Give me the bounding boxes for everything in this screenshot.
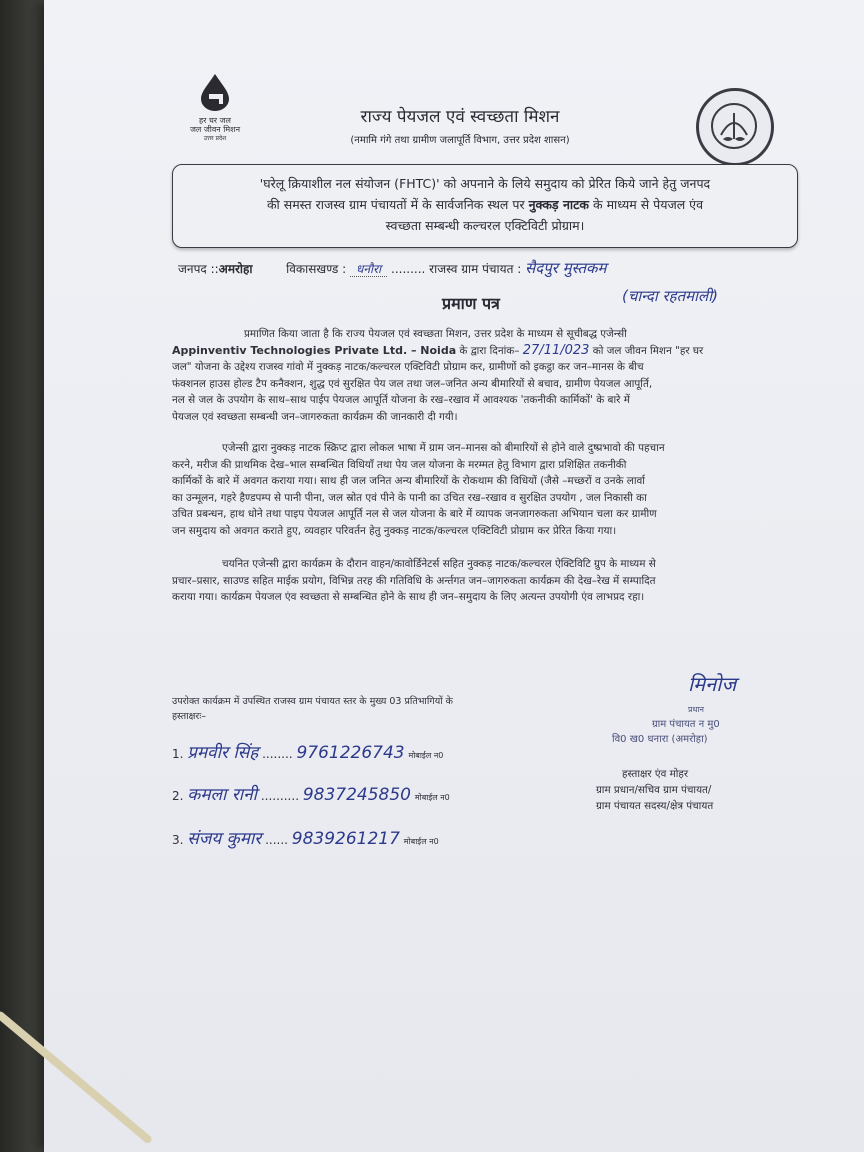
p1-line-5: नल से जल के उपयोग के साथ–साथ पाईप पेयजल आपूर्ति योजना के रख–रखाव में आवश्यक 'तकनीकी कार्मिकों' के बारे में	[172, 394, 630, 406]
stamp-line-3: वि0 ख0 धनारा (अमरोहा)	[612, 734, 708, 745]
bow-arrow-fish-icon	[713, 105, 755, 147]
stamp-line-1: प्रधान	[688, 705, 704, 714]
p1-line-2	[172, 343, 804, 360]
p3-line-2: प्रचार–प्रसार, साउण्ड सहित माईक प्रयोग, विभिन्न तरह की गतिविधि के अर्न्तगत जन–जागरुकता कार्यक्रम की देख–रेख में सम्पादित	[172, 574, 656, 587]
certificate-title: प्रमाण पत्र	[442, 294, 500, 313]
attendee-number: 1.	[172, 747, 184, 761]
signature-caption	[596, 766, 776, 814]
paragraph-2	[172, 440, 804, 539]
attendees-intro	[172, 694, 572, 724]
block-label: विकासखण्ड :	[286, 262, 347, 276]
logo-text-1: हर घर जल	[199, 116, 231, 125]
attendee-row: 3. संजय कुमार ...... 9839261217 मोबाईल न0	[172, 829, 439, 849]
attendee-mobile: 9839261217	[291, 829, 400, 849]
attendee-number: 2.	[172, 789, 184, 803]
banner-line-2c: के माध्यम से पेयजल एंव	[589, 197, 704, 212]
p2-line-3: कार्मिकों के बारे में अवगत कराया गया। साथ ही जल जनित अन्य बीमारियों के रोकथाम की विधियों (जैसे –मच्छरों व उनके लार्वा	[172, 475, 645, 487]
panchayat-stamp	[612, 702, 772, 747]
p1-line-4: फंक्शनल हाउस होल्ड टैप कनैक्शन, शुद्ध एवं सुरक्षित पेय जल तथा जल–जनित अन्य बीमारियों से बचाव, ग्रामीण पेयजल आपूर्ति,	[172, 377, 653, 390]
district-label: जनपद ::	[178, 262, 219, 276]
panchayat-value: सैदपुर मुस्तकम	[525, 259, 607, 277]
location-row: जनपद ::अमरोहा विकासखण्ड : धनौरा ......... राजस्व ग्राम पंचायत : सैदपुर मुस्तकम	[178, 259, 607, 277]
har-ghar-jal-logo	[175, 72, 255, 143]
mobile-label: मोबाईल न0	[414, 793, 450, 802]
p1-line-2c: को जल जीवन मिशन "हर घर	[589, 344, 704, 357]
p2-line-1: एजेन्सी द्वारा नुक्कड़ नाटक स्क्रिप्ट द्वारा लोकल भाषा में ग्राम जन–मानस को बीमारियों से होने वाले दुष्प्रभावो की पहचान	[222, 442, 665, 454]
panchayat-value-2: (चान्दा रहतमाली)	[622, 287, 718, 305]
paragraph-3	[172, 556, 804, 606]
attendee-name: प्रमवीर सिंह	[187, 743, 259, 763]
mobile-label: मोबाईल न0	[408, 751, 444, 760]
block-value: धनौरा	[350, 262, 387, 277]
org-title: राज्य पेयजल एवं स्वच्छता मिशन	[360, 107, 560, 127]
agency-name: Appinventiv Technologies Private Ltd. – Noida	[172, 343, 457, 357]
p3-line-1: चयनित एजेन्सी द्वारा कार्यक्रम के दौरान वाहन/कावोर्डिनेटर्स सहित नुक्कड़ नाटक/कल्चरल ऐक्टिविटि ग्रुप के माध्यम से	[222, 558, 656, 570]
seal-emblem	[711, 103, 757, 149]
logo-text-2: जल जीवन मिशन	[189, 125, 241, 134]
caption-line-3: ग्राम पंचायत सदस्य/क्षेत्र पंचायत	[596, 800, 714, 812]
attendee-number: 3.	[172, 833, 184, 847]
attendee-name: कमला रानी	[187, 785, 258, 805]
up-government-seal	[696, 88, 774, 166]
programme-banner	[172, 164, 798, 248]
p2-line-6: जन समुदाय को अवगत कराते हुए, व्यवहार परिवर्तन हेतु नुक्कड़ नाटक/कल्चरल एक्टिविटी प्रोग्राम कर प्रेरित किया गया।	[172, 524, 617, 537]
attendee-mobile: 9837245850	[302, 785, 412, 805]
banner-line-2-bold: नुक्कड़ नाटक	[528, 197, 590, 212]
p3-line-3: कराया गया। कार्यक्रम पेयजल एंव स्वच्छता से सम्बन्धित होने के साथ ही जन–समुदाय के लिए अत्यन्त उपयोगी एंव लाभप्रद रहा।	[172, 591, 645, 603]
caption-line-1: हस्ताक्षर एंव मोहर	[622, 768, 689, 780]
stamp-line-2: ग्राम पंचायत न मु0	[652, 719, 720, 730]
attendee-row: 2. कमला रानी .......... 9837245850 मोबाईल न0	[172, 785, 450, 805]
panchayat-label: राजस्व ग्राम पंचायत :	[429, 262, 522, 276]
attendee-mobile: 9761226743	[296, 743, 405, 763]
banner-line-1: 'घरेलू क्रियाशील नल संयोजन (FHTC)' को अपनाने के लिये समुदाय को प्रेरित किये जाने हेतु जनपद	[259, 176, 711, 191]
attendee-name: संजय कुमार	[187, 829, 262, 849]
p2-line-4: का उन्मूलन, गहरे हैण्डपम्प से पानी पीना, जल स्रोत एवं पीने के पानी का उचित रख–रखाव व सुरक्षित उपयोग , जल निकासी का	[172, 491, 647, 504]
banner-line-2a: की समस्त राजस्व ग्राम पंचायतों में के सार्वजनिक स्थल पर	[266, 197, 529, 212]
district-value: अमरोहा	[218, 262, 253, 276]
p1-line-6: पेयजल एवं स्वच्छता सम्बन्धी जन–जागरुकता कार्यक्रम की जानकारी दी गयी।	[172, 410, 458, 423]
pradhan-signature: मिनोज	[688, 672, 737, 696]
water-drop-icon	[197, 72, 233, 112]
caption-line-2: ग्राम प्रधान/सचिव ग्राम पंचायत/	[596, 784, 712, 796]
paragraph-1	[172, 326, 804, 425]
p2-line-5: उचित प्रबन्धन, हाथ धोने तथा पाइप पेयजल आपूर्ति नल से जल योजना के बारे में व्यापक जनजागरुकता अभियान चला कर ग्रामीण	[172, 508, 657, 520]
org-subtitle: (नमामि गंगे तथा ग्रामीण जलापूर्ति विभाग, उत्तर प्रदेश शासन)	[350, 135, 570, 146]
p1-line-3: जल" योजना के उद्देश्य राजस्व गांवो में नुक्कड़ नाटक/कल्चरल एक्टिविटी प्रोग्राम कर, ग्रामीणों को इकट्ठा कर जन–मानस के बीच	[172, 361, 644, 373]
attendee-row: 1. प्रमवीर सिंह ........ 9761226743 मोबाईल न0	[172, 743, 444, 763]
attendees-intro-2: हस्ताक्षरः–	[172, 711, 206, 722]
logo-text-3: उत्तर प्रदेश	[203, 135, 227, 142]
p1-line-2b: के द्वारा दिनांक–	[456, 344, 523, 357]
programme-date: 27/11/023	[522, 342, 590, 358]
banner-line-3: स्वच्छता सम्बन्धी कल्चरल एक्टिविटी प्रोग्राम।	[385, 218, 585, 233]
p2-line-2: करने, मरीज की प्राथमिक देख–भाल सम्बन्धित विधियाँ तथा पेय जल योजना के मरम्मत हेतु विभाग द्वारा प्रशिक्षित तकनीकी	[172, 458, 627, 471]
mobile-label: मोबाईल न0	[403, 837, 439, 846]
p1-line-1: प्रमाणित किया जाता है कि राज्य पेयजल एवं स्वच्छता मिशन, उत्तर प्रदेश के माध्यम से सूचीबद्ध एजेन्सी	[244, 328, 627, 340]
attendees-intro-1: उपरोक्त कार्यक्रम में उपस्थित राजस्व ग्राम पंचायत स्तर के मुख्य 03 प्रतिभागियों के	[172, 696, 453, 707]
